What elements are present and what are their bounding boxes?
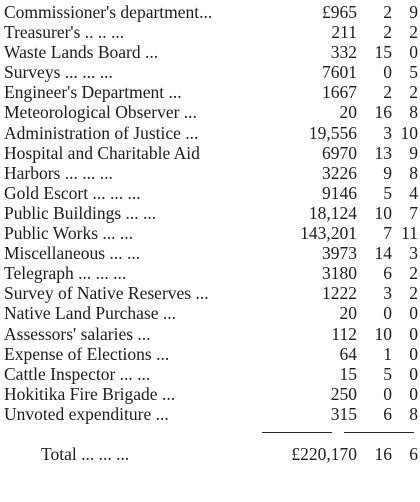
pounds-amount: 6970 [322,142,357,163]
shillings-amount: 7 [383,223,392,244]
shillings-amount: 3 [383,283,392,304]
shillings-amount: 3 [383,122,392,143]
pence-amount: 8 [409,162,418,183]
pence-amount: 0 [409,343,418,364]
ledger-row [4,243,418,263]
shillings-amount: 10 [374,202,392,223]
item-label: Administration of Justice ... [4,122,199,143]
ledger-row [4,22,418,42]
shillings-amount: 2 [383,2,392,22]
ledger-row [4,303,418,323]
item-label: Engineer's Department ... [4,82,182,103]
item-label: Harbors ... ... ... [4,162,113,183]
shillings-amount: 1 [383,343,392,364]
ledger-row [4,2,418,22]
pence-amount: 0 [409,323,418,344]
pounds-amount: 3180 [322,263,357,284]
item-label: Meteorological Observer ... [4,102,197,123]
pence-amount: 8 [409,102,418,123]
item-label: Surveys ... ... ... [4,62,113,83]
shillings-amount: 5 [383,182,392,203]
pence-amount: 9 [409,142,418,163]
total-shillings: 16 [374,444,392,464]
ledger-row [4,102,418,122]
ledger-row [4,123,418,143]
pounds-amount: 7601 [322,62,357,83]
ledger-row [4,263,418,283]
pence-amount: 3 [409,243,418,264]
shillings-amount: 13 [374,142,392,163]
ledger-row [4,143,418,163]
item-label: Gold Escort ... ... ... [4,182,141,203]
pence-amount: 11 [401,223,418,244]
pounds-amount: 20 [339,303,357,324]
pounds-amount: 332 [330,42,357,63]
expenditure-ledger [4,2,418,424]
pence-amount: 8 [409,403,418,424]
item-label: Hospital and Charitable Aid [4,142,200,163]
pounds-amount: 1222 [322,283,357,304]
pounds-amount: 315 [330,403,357,424]
item-label: Unvoted expenditure ... [4,403,169,424]
item-label: Treasurer's .. .. ... [4,22,125,43]
shillings-amount: 0 [383,303,392,324]
pence-amount: 4 [409,182,418,203]
shillings-amount: 2 [383,22,392,43]
shillings-amount: 9 [383,162,392,183]
item-label: Survey of Native Reserves ... [4,283,209,304]
pence-amount: 0 [409,303,418,324]
pence-amount: 2 [409,283,418,304]
shillings-amount: 16 [374,102,392,123]
ledger-row [4,283,418,303]
item-label: Telegraph ... ... ... [4,263,127,284]
pence-amount: 9 [409,2,418,22]
total-pence: 6 [409,444,418,464]
ledger-row [4,203,418,223]
ledger-row [4,183,418,203]
item-label: Expense of Elections ... [4,343,170,364]
pence-amount: 2 [409,22,418,43]
item-label: Native Land Purchase ... [4,303,177,324]
pounds-amount: 9146 [322,182,357,203]
item-label: Public Works ... ... [4,223,134,244]
pence-amount: 0 [409,383,418,404]
pounds-amount: 1667 [322,82,357,103]
pounds-amount: 18,124 [308,202,357,223]
ledger-row [4,344,418,364]
shillings-amount: 0 [383,383,392,404]
pounds-amount: 19,556 [308,122,357,143]
shillings-amount: 2 [383,82,392,103]
sum-rule-shillings-pence [344,432,414,433]
item-label: Public Buildings ... ... [4,202,157,223]
pounds-amount: 143,201 [300,223,357,244]
pounds-amount: £965 [322,2,357,22]
pence-amount: 0 [409,363,418,384]
pence-amount: 5 [409,62,418,83]
shillings-amount: 14 [374,243,392,264]
pounds-amount: 211 [331,22,357,43]
pounds-amount: 3973 [322,243,357,264]
item-label: Waste Lands Board ... [4,42,159,63]
ledger-row [4,324,418,344]
pence-amount: 2 [409,263,418,284]
total-pounds: £220,170 [291,444,357,464]
shillings-amount: 6 [383,403,392,424]
ledger-row [4,223,418,243]
shillings-amount: 15 [374,42,392,63]
pence-amount: 0 [409,42,418,63]
pence-amount: 10 [400,122,418,143]
ledger-row [4,384,418,404]
shillings-amount: 0 [383,62,392,83]
ledger-row [4,82,418,102]
shillings-amount: 10 [374,323,392,344]
pounds-amount: 3226 [322,162,357,183]
pounds-amount: 64 [339,343,357,364]
sum-rule-pounds [262,432,332,433]
ledger-row [4,163,418,183]
ledger-row [4,42,418,62]
total-row [4,440,418,468]
item-label: Commissioner's department... [4,2,213,22]
pounds-amount: 112 [331,323,357,344]
pounds-amount: 20 [339,102,357,123]
total-label: Total ... ... ... [41,444,130,464]
item-label: Assessors' salaries ... [4,323,151,344]
pence-amount: 2 [409,82,418,103]
shillings-amount: 6 [383,263,392,284]
item-label: Cattle Inspector ... ... [4,363,151,384]
pounds-amount: 15 [339,363,357,384]
item-label: Hokitika Fire Brigade ... [4,383,176,404]
ledger-row [4,404,418,424]
shillings-amount: 5 [383,363,392,384]
item-label: Miscellaneous ... ... [4,243,141,264]
ledger-row [4,62,418,82]
pounds-amount: 250 [330,383,357,404]
ledger-row [4,364,418,384]
pence-amount: 7 [409,202,418,223]
